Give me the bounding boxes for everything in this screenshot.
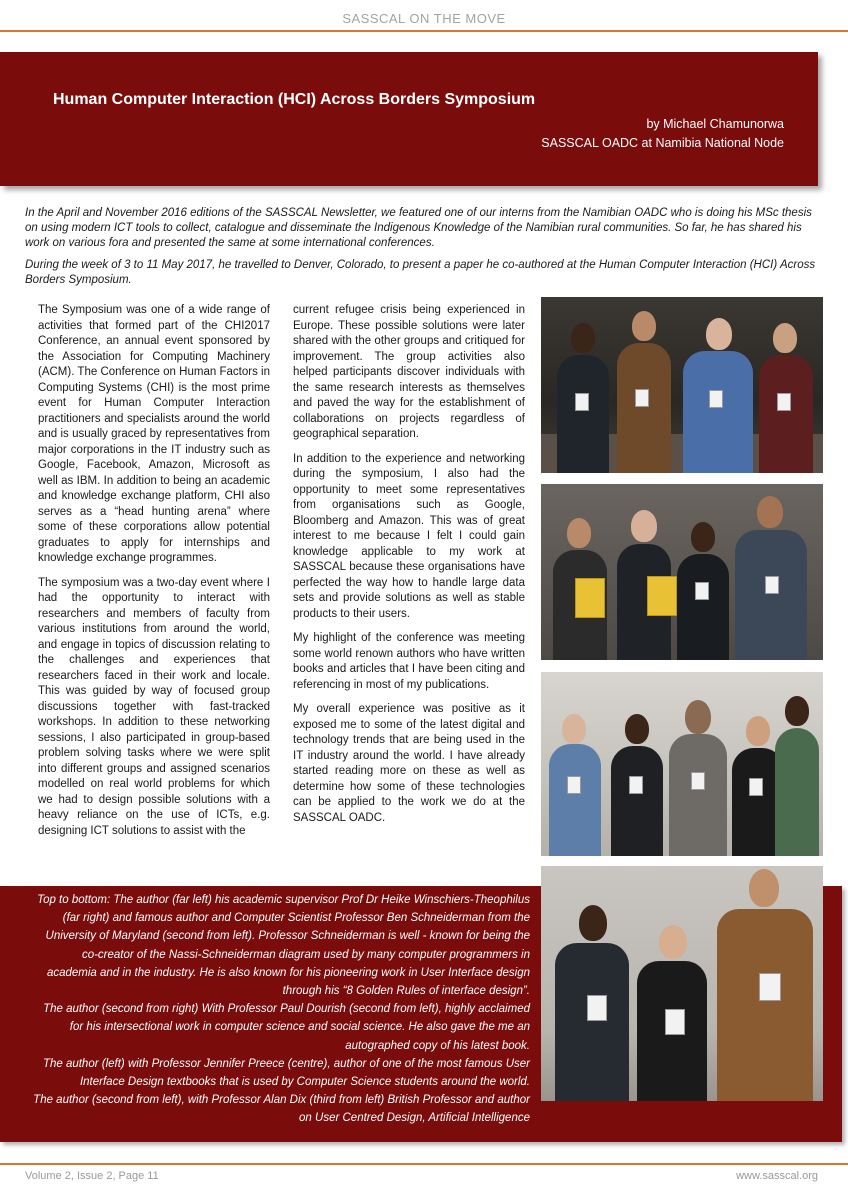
- caption-paragraph: The author (left) with Professor Jennifer Preece (centre), author of one of the most famous User Interface Design textbooks that is used by Computer Science students around the world.: [42, 1057, 530, 1089]
- caption-paragraph: The author (second from left), with Professor Alan Dix (third from left) British Professor and author on User Centred Design, Artificial Intelligence: [33, 1094, 530, 1125]
- intro-paragraph: In the April and November 2016 editions of the SASSCAL Newsletter, we featured one of our interns from the Namibian OADC who is doing his MSc thesis on using modern ICT tools to collect, catalogue and disseminate the Indigenous Knowledge of the Namibian rural communities. So far, he has shared his work on various fora and presented the same at some international conferences.: [25, 207, 812, 249]
- footer-issue: Volume 2, Issue 2, Page 11: [25, 1170, 159, 1182]
- title-banner: [0, 52, 818, 186]
- section-label: SASSCAL ON THE MOVE: [342, 11, 506, 26]
- conference-photo-4: [541, 866, 823, 1101]
- body-paragraph: The Symposium was one of a wide range of activities that formed part of the CHI2017 Conference, an annual event sponsored by the Association for Computing Machinery (ACM). The Conference on Human Factors in Computing Systems (CHI) is the most prime event for Human Computer Interaction practitioners and specialists around the world and is usually graced by representatives from major corporations in the IT industry such as Google, Facebook, Amazon, Microsoft as well as IBM. In addition to being an academic and knowledge exchange platform, CHI also serves as a “head hunting arena” where some of these corporations allow potential graduates to apply for internships and knowledge exchange programmes.: [38, 304, 270, 564]
- conference-photo-1: [541, 297, 823, 473]
- body-column-middle: [293, 303, 525, 835]
- body-column-left: [38, 303, 270, 848]
- header-rule: [0, 30, 848, 32]
- byline: [541, 115, 784, 153]
- body-paragraph: current refugee crisis being experienced in Europe. These possible solutions were later shared with the other groups and critiqued for improvement. The group activities also helped participants discover individuals with the same research interests as themselves and paved the way for the establishment of collaborations on projects regardless of geographical separation.: [293, 304, 525, 440]
- conference-photo-3: [541, 672, 823, 856]
- caption-paragraph: Top to bottom: The author (far left) his academic supervisor Prof Dr Heike Winschiers-Theophilus (far right) and famous author and Computer Scientist Professor Ben Schneiderman from the University of Maryland (second from left). Professor Schneiderman is well - known for being the co-creator of the Nassi-Schneiderman diagram used by many computer programmers in academia and in the industry. He is also known for his pioneering work in User Interface design through his “8 Golden Rules of interface design”.: [37, 894, 530, 998]
- byline-affiliation: SASSCAL OADC at Namibia National Node: [541, 136, 784, 150]
- caption-paragraph: The author (second from right) With Professor Paul Dourish (second from left), highly acclaimed for his intersectional work in computer science and social science. He also gave the me an autographed copy of his latest book.: [43, 1003, 530, 1052]
- body-paragraph: My highlight of the conference was meeting some world renown authors who have written books and articles that I have been citing and referencing in most of my publications.: [293, 632, 525, 691]
- conference-photo-2: [541, 484, 823, 660]
- body-paragraph: In addition to the experience and networking during the symposium, I also had the opportunity to meet some representatives from organisations such as Google, Bloomberg and Amazon. This was of great interest to me because I felt I could gain knowledge applicable to my work at SASSCAL because these organisations have perfected the way how to handle large data sets and provide solutions as well as stable products to their users.: [293, 452, 525, 620]
- footer-website: www.sasscal.org: [736, 1170, 818, 1182]
- photo-caption: [30, 891, 530, 1128]
- footer-rule: [0, 1163, 848, 1165]
- intro-paragraph: During the week of 3 to 11 May 2017, he travelled to Denver, Colorado, to present a paper he co-authored at the Human Computer Interaction (HCI) Across Borders Symposium.: [25, 259, 816, 286]
- article-title: Human Computer Interaction (HCI) Across Borders Symposium: [53, 91, 536, 108]
- body-paragraph: My overall experience was positive as it exposed me to some of the latest digital and technology trends that are being used in the IT industry around the world. I have already started reading more on these as well as determine how some of these technologies can be applied to the work we do at the SASSCAL OADC.: [293, 703, 525, 824]
- byline-author: by Michael Chamunorwa: [646, 117, 784, 131]
- body-paragraph: The symposium was a two-day event where I had the opportunity to interact with researchers and members of faculty from various institutions from around the world, and engage in topics of discussion relating to the challenges and experiences that researchers faced in their work and locale. This was guided by way of focused group discussions together with fast-tracked workshops. In addition to these networking sessions, I also participated in group-based problem solving tasks where we were split into different groups and assigned scenarios modelled on real world problems for which we had to design possible solutions with a heavy reliance on the use of ICTs, e.g. designing ICT solutions to assist with the: [38, 576, 270, 837]
